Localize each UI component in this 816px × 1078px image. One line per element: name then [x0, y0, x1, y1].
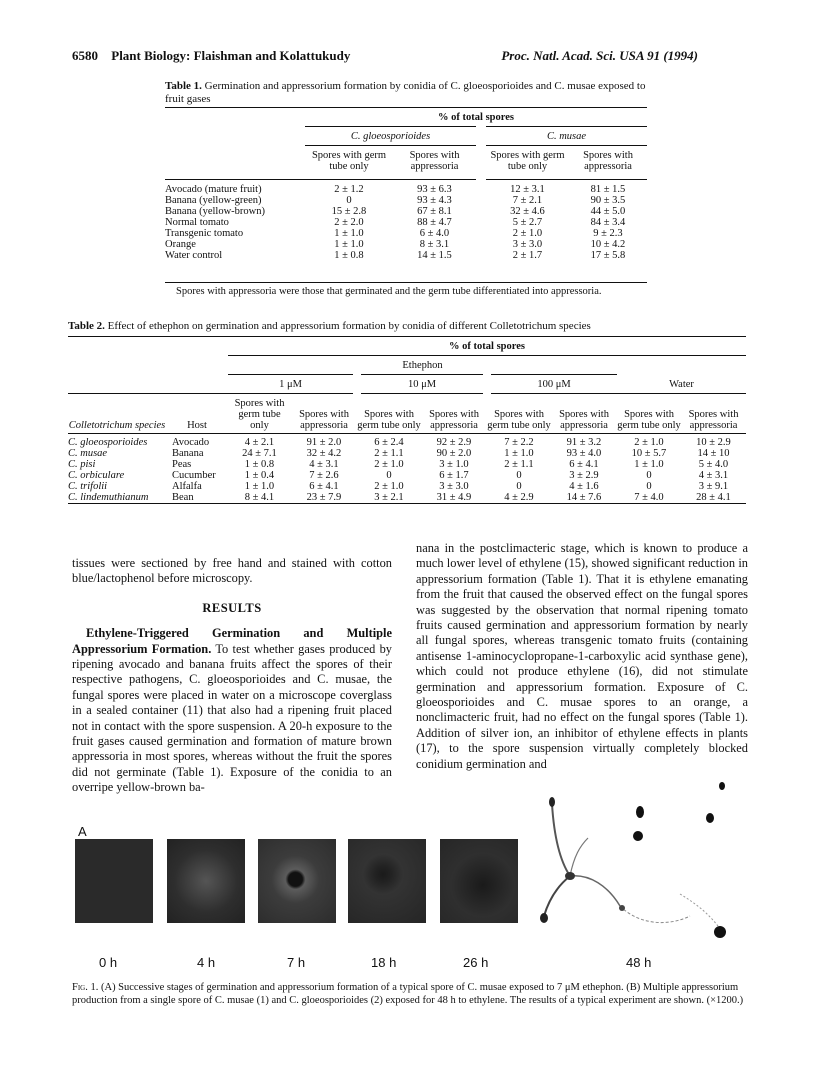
right-text-column — [416, 541, 748, 772]
table2-cell: 14 ± 10 — [697, 448, 730, 459]
table1-col-header: Spores with germ tube only — [481, 146, 569, 180]
micrograph-4h — [167, 839, 245, 923]
table2-row — [68, 434, 746, 449]
table1-row — [165, 217, 647, 228]
table1-cell: 90 ± 3.5 — [590, 195, 626, 206]
table1-row — [165, 250, 647, 261]
table2-cell: 0 — [516, 481, 522, 492]
intro-paragraph: tissues were sectioned by free hand and stained with cotton blue/lactophenol before microscopy. — [72, 556, 392, 586]
table2-host: Bean — [172, 492, 194, 503]
table1-cell: 88 ± 4.7 — [417, 217, 452, 228]
table1-cell: 15 ± 2.8 — [331, 206, 367, 217]
table1-row-label: Banana (yellow-green) — [165, 195, 262, 206]
table2-cell: 0 — [646, 481, 652, 492]
table2-cell: 0 — [516, 470, 522, 481]
table2-species-header: Colletotrichum species — [68, 394, 166, 434]
table2-cell: 6 ± 4.1 — [569, 459, 599, 470]
table1-row — [165, 206, 647, 217]
table1-row — [165, 228, 647, 239]
table2-cell: 3 ± 9.1 — [698, 481, 729, 492]
table1-cell: 1 ± 0.8 — [334, 250, 364, 261]
table2-cell: 14 ± 7.6 — [566, 492, 602, 503]
table1-cell: 0 — [346, 195, 352, 206]
table1-cell: 32 ± 4.6 — [481, 206, 569, 217]
table1-row-label: Orange — [165, 239, 196, 250]
table2-cell: 32 ± 4.2 — [306, 448, 342, 459]
table2-host: Alfalfa — [172, 481, 202, 492]
table2-species: C. pisi — [68, 459, 96, 470]
table1-row-label: Avocado (mature fruit) — [165, 184, 262, 195]
table1-cell: 44 ± 5.0 — [590, 206, 626, 217]
right-paragraph: nana in the postclimacteric stage, which is known to produce a much lower level of ethylene (15), showed significant reduction in appressorium formation (Table 1). That it is ethylene emanating from the fruit that caused the observed effect on the fungal spores was suggested by the observation that normal ripening tomato fruits caused germination and appressorium formation by nearly all fungal spores, whereas transgenic tomato fruits (containing antisense 1-aminocyclopropane-1-carboxylic acid synthase gene), which could not produce ethylene (16), did not stimulate germination and appressorium formation. Exposure of C. gloeosporioides and C. musae spores to an orange, a nonclimacteric fruit, had no effect on the fungal spores (Table 1). Addition of silver ion, an inhibitor of ethylene effects in plants (17), to the spore suspension virtually completely blocked conidium germination and — [416, 541, 748, 771]
journal-citation: Proc. Natl. Acad. Sci. USA 91 (1994) — [501, 48, 698, 63]
table2-subhead-germ: Spores with germ tube only — [617, 394, 681, 434]
table2-cell: 0 — [386, 470, 392, 481]
table2-cell: 7 ± 4.0 — [634, 492, 664, 503]
results-paragraph — [72, 626, 392, 795]
table2-cell: 4 ± 3.1 — [698, 470, 729, 481]
table2-cell: 1 ± 0.4 — [244, 470, 275, 481]
micrograph-26h — [440, 839, 518, 923]
table1-cell: 2 ± 1.2 — [334, 184, 364, 195]
table1-row-label: Water control — [165, 250, 223, 261]
table2-caption-text: Effect of ethephon on germination and appressorium formation by conidia of different Colletotrichum species — [107, 320, 591, 332]
table1-bottom-rule — [165, 282, 647, 283]
table2-row — [68, 459, 746, 470]
table1-span-header: % of total spores — [438, 112, 514, 123]
table1-cell: 2 ± 1.0 — [481, 228, 569, 239]
table1-cell: 93 ± 4.3 — [417, 195, 452, 206]
table2-row — [68, 492, 746, 504]
table2-cell: 91 ± 2.0 — [306, 437, 342, 448]
figure-caption — [72, 981, 752, 1007]
table2-cell: 3 ± 2.9 — [569, 470, 599, 481]
panel-a-label: A — [78, 824, 87, 839]
table2-host: Cucumber — [172, 470, 216, 481]
table2-cell: 6 ± 4.1 — [309, 481, 339, 492]
table1-cell: 2 ± 1.7 — [481, 250, 569, 261]
table2-cell: 91 ± 3.2 — [566, 437, 602, 448]
time-label-48h: 48 h — [626, 955, 652, 970]
table2-species: C. lindemuthianum — [68, 492, 149, 503]
table2-subhead-app: Spores with appressoria — [551, 394, 617, 434]
table2-subhead-germ: Spores with germ tube only — [228, 394, 291, 434]
table2-caption — [68, 320, 758, 333]
time-label: 7 h — [287, 955, 306, 970]
table2-cell: 4 ± 1.6 — [569, 481, 599, 492]
table1-row-label: Banana (yellow-brown) — [165, 206, 266, 217]
table1-col-header: Spores with appressoria — [393, 146, 481, 180]
page-number: 6580 — [72, 48, 98, 63]
table2-row — [68, 481, 746, 492]
table2-cell: 2 ± 1.0 — [374, 481, 404, 492]
table1-caption-text: Germination and appressorium formation by conidia of C. gloeosporioides and C. musae exposed to fruit gases — [165, 80, 646, 105]
table2-cell: 10 ± 2.9 — [696, 437, 731, 448]
running-header — [72, 48, 350, 64]
results-text: To test whether gases produced by ripening avocado and banana fruits affect the spores of their respective pathogens, C. gloeosporioides and C. musae, the fungal spores were placed in water on a microscope coverglass in a sealed container (11) that also had a ripening fruit placed not in contact with the spore suspension. A 20-h exposure to the fruit gases caused germination and formation of mature brown appressoria in most spores, whereas without the fruit the spores did not germinate (Table 1). Exposure of the conidia to an overripe yellow-brown ba- — [72, 641, 392, 795]
time-label: 26 h — [463, 955, 489, 970]
table1-cell: 14 ± 1.5 — [417, 250, 452, 261]
table2-host: Peas — [172, 459, 192, 470]
table1-cell: 7 ± 2.1 — [481, 195, 569, 206]
table2 — [68, 336, 746, 504]
table2-cell: 4 ± 2.1 — [244, 437, 275, 448]
table1-cell: 8 ± 3.1 — [419, 239, 450, 250]
table2-conc-1: 1 μM — [228, 375, 357, 394]
table2-water-header: Water — [669, 378, 694, 390]
table2-cell: 3 ± 3.0 — [439, 481, 469, 492]
table1-cell: 12 ± 3.1 — [481, 180, 569, 196]
table2-host: Banana — [172, 448, 204, 459]
table1-row-label: Transgenic tomato — [165, 228, 244, 239]
table2-cell: 93 ± 4.0 — [566, 448, 602, 459]
table2-row — [68, 470, 746, 481]
table1 — [165, 107, 647, 261]
time-label: 18 h — [371, 955, 397, 970]
table1-row-label: Normal tomato — [165, 217, 229, 228]
table2-species: C. musae — [68, 448, 108, 459]
table2-cell: 0 — [646, 470, 652, 481]
table2-cell: 1 ± 1.0 — [634, 459, 664, 470]
results-subhead: Ethylene-Triggered Germination and Multiple Appressorium Formation. — [72, 626, 392, 656]
table2-cell: 3 ± 2.1 — [374, 492, 404, 503]
micrograph-18h — [348, 839, 426, 923]
table1-cell: 1 ± 1.0 — [334, 228, 364, 239]
table1-cell: 3 ± 3.0 — [481, 239, 569, 250]
table2-cell: 3 ± 1.0 — [439, 459, 469, 470]
table1-cell: 1 ± 1.0 — [334, 239, 364, 250]
table1-caption — [165, 80, 655, 106]
table2-cell: 1 ± 0.8 — [244, 459, 275, 470]
table1-caption-label: Table 1. — [165, 80, 202, 92]
table2-cell: 24 ± 7.1 — [242, 448, 277, 459]
table2-cell: 8 ± 4.1 — [244, 492, 275, 503]
time-label: 4 h — [197, 955, 216, 970]
table2-host: Avocado — [172, 437, 210, 448]
table2-subhead-app: Spores with appressoria — [681, 394, 746, 434]
table1-cell: 81 ± 1.5 — [590, 184, 626, 195]
table1-group-1: C. gloeosporioides — [305, 127, 481, 146]
table2-subhead-app: Spores with appressoria — [421, 394, 487, 434]
micrograph-48h — [530, 776, 750, 946]
table2-cell: 4 ± 3.1 — [309, 459, 339, 470]
table2-species: C. orbiculare — [68, 470, 125, 481]
table2-species: C. trifolii — [68, 481, 108, 492]
table2-species: C. gloeosporioides — [68, 437, 148, 448]
table2-cell: 6 ± 2.4 — [374, 437, 404, 448]
table2-cell: 23 ± 7.9 — [306, 492, 342, 503]
table2-cell: 2 ± 1.1 — [374, 448, 404, 459]
table2-cell: 28 ± 4.1 — [696, 492, 731, 503]
table1-row — [165, 195, 647, 206]
table2-conc-3: 100 μM — [487, 375, 617, 394]
table1-col-header: Spores with germ tube only — [305, 146, 393, 180]
table2-cell: 7 ± 2.2 — [504, 437, 534, 448]
table2-subhead-germ: Spores with germ tube only — [357, 394, 421, 434]
table1-cell: 93 ± 6.3 — [417, 184, 452, 195]
table1-col-header: Spores with appressoria — [569, 146, 647, 180]
table1-cell: 67 ± 8.1 — [417, 206, 452, 217]
table2-cell: 90 ± 2.0 — [436, 448, 472, 459]
running-title: Plant Biology: Flaishman and Kolattukudy — [111, 48, 351, 63]
figure-caption-text: (A) Successive stages of germination and appressorium formation of a typical spore of C. musae exposed to 7 μM ethephon. (B) Multiple appressorium production from a single spore of C. musae (1) and C. gloeosporioides (2) exposed for 48 h to ethylene. The results of a typical experiment are shown. (×1200.) — [72, 982, 744, 1006]
table2-cell: 2 ± 1.0 — [634, 437, 664, 448]
table1-cell: 9 ± 2.3 — [593, 228, 623, 239]
table2-subhead-germ: Spores with germ tube only — [487, 394, 551, 434]
micrograph-0h — [75, 839, 153, 923]
table1-cell: 10 ± 4.2 — [590, 239, 626, 250]
table2-row — [68, 448, 746, 459]
table2-cell: 31 ± 4.9 — [436, 492, 472, 503]
table1-footnote: Spores with appressoria were those that germinated and the germ tube differentiated into appressoria. — [176, 286, 602, 297]
table1-cell: 5 ± 2.7 — [481, 217, 569, 228]
table1-cell: 2 ± 2.0 — [334, 217, 364, 228]
table1-cell: 6 ± 4.0 — [419, 228, 450, 239]
table2-cell: 2 ± 1.1 — [504, 459, 534, 470]
table1-row — [165, 180, 647, 196]
table2-conc-2: 10 μM — [357, 375, 487, 394]
table2-cell: 5 ± 4.0 — [698, 459, 729, 470]
table2-host-header: Host — [166, 394, 228, 434]
figure-caption-label: Fig. 1. — [72, 982, 99, 993]
table1-row — [165, 239, 647, 250]
time-label: 0 h — [99, 955, 118, 970]
table2-cell: 1 ± 1.0 — [244, 481, 275, 492]
table2-cell: 92 ± 2.9 — [436, 437, 472, 448]
table2-cell: 1 ± 1.0 — [504, 448, 534, 459]
table2-subhead-app: Spores with appressoria — [291, 394, 357, 434]
micrograph-7h — [258, 839, 336, 923]
table2-span-header: % of total spores — [449, 341, 525, 352]
section-heading: RESULTS — [202, 600, 262, 615]
table2-cell: 7 ± 2.6 — [309, 470, 339, 481]
table2-cell: 10 ± 5.7 — [631, 448, 667, 459]
table2-ethephon-header: Ethephon — [228, 356, 617, 375]
table2-cell: 6 ± 1.7 — [439, 470, 469, 481]
left-text-column — [72, 556, 392, 796]
table1-cell: 84 ± 3.4 — [590, 217, 626, 228]
table2-cell: 4 ± 2.9 — [504, 492, 534, 503]
table2-caption-label: Table 2. — [68, 320, 105, 332]
table1-cell: 17 ± 5.8 — [590, 250, 626, 261]
table2-cell: 2 ± 1.0 — [374, 459, 404, 470]
table1-group-2: C. musae — [481, 127, 647, 146]
